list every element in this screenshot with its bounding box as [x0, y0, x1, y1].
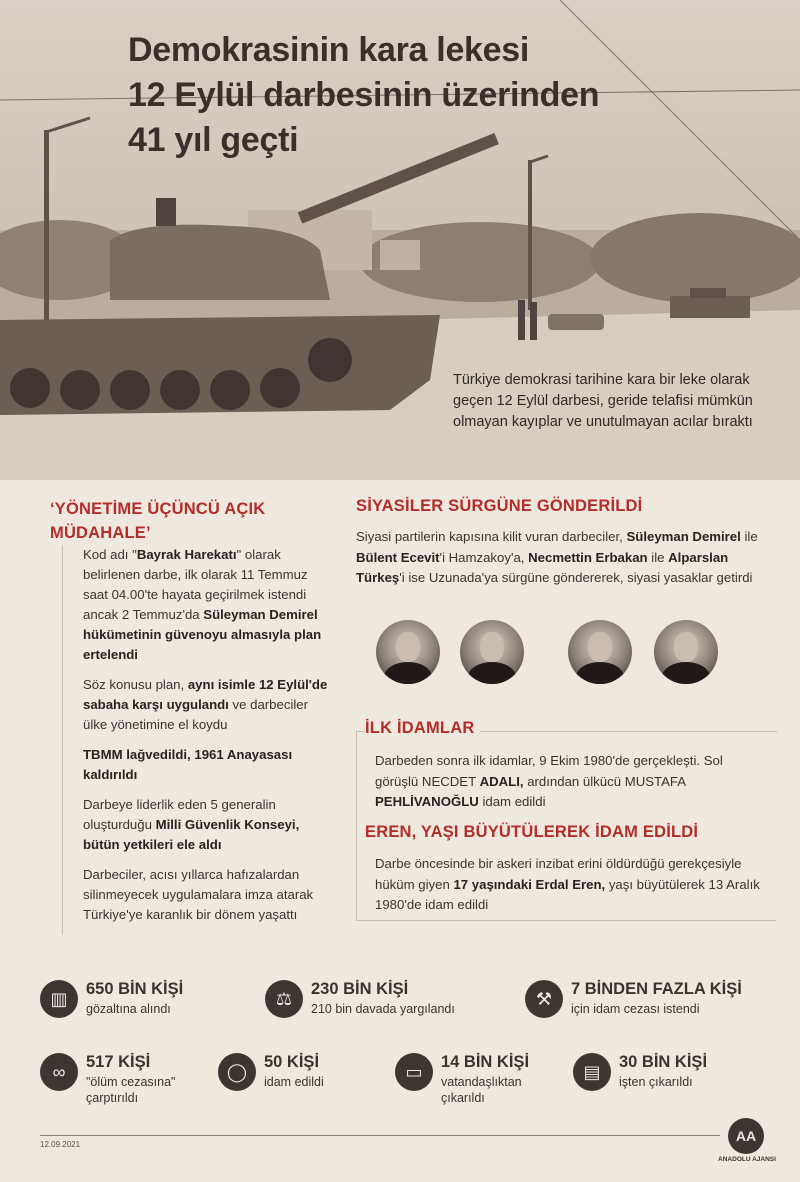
fired-icon: ▤ [573, 1053, 611, 1091]
noose-icon: ◯ [218, 1053, 256, 1091]
publish-date: 12.09.2021 [40, 1140, 81, 1149]
footer-divider [40, 1135, 720, 1136]
gavel-icon: ⚒ [525, 980, 563, 1018]
right-section-heading: SİYASİLER SÜRGÜNE GÖNDERİLDİ [356, 497, 643, 515]
left-paragraph-2: Söz konusu plan, aynı isimle 12 Eylül'de sabaha karşı uygulandı ve darbeciler ülke yönetimine el koydu [83, 677, 328, 732]
left-paragraph-1: Kod adı "Bayrak Harekatı" olarak belirlenen darbe, ilk olarak 11 Temmuz saat 04.00'te hayata geçirilmek istendi ancak 2 Temmuz'da Süleyman Demirel hükümetinin güvenoyu almasıyla plan ertelendi [83, 547, 322, 662]
left-paragraph-3: TBMM lağvedildi, 1961 Anayasası kaldırıldı [83, 747, 293, 782]
scales-icon: ⚖ [265, 980, 303, 1018]
left-section-body [62, 545, 334, 935]
left-paragraph-4: Darbeye liderlik eden 5 generalin oluşturduğu Milli Güvenlik Konseyi, bütün yetkileri ele aldı [83, 797, 300, 852]
agency-name: ANADOLU AJANSI [718, 1156, 776, 1163]
executions-box [356, 719, 776, 921]
right-section-body [356, 527, 776, 589]
title-line-3: 41 yıl geçti [128, 121, 299, 159]
first-executions-text: Darbeden sonra ilk idamlar, 9 Ekim 1980'de gerçekleşti. Sol görüşlü NECDET ADALI, ardından ülkücü MUSTAFA PEHLİVANOĞLU idam edildi [375, 753, 723, 809]
title-line-1: Demokrasinin kara lekesi [128, 31, 530, 69]
page-title [128, 28, 748, 163]
agency-logo-icon: AA [728, 1118, 764, 1154]
portrait-ecevit [460, 620, 524, 684]
eren-heading: EREN, YAŞI BÜYÜTÜLEREK İDAM EDİLDİ [365, 823, 699, 841]
portrait-erbakan [568, 620, 632, 684]
eren-text: Darbe öncesinde bir askeri inzibat erini öldürdüğü gerekçesiyle hüküm giyen 17 yaşındaki Erdal Eren, yaşı büyütülerek 13 Aralık 1980'de idam edildi [375, 856, 760, 912]
hero-photo [0, 0, 800, 480]
politician-portraits [372, 620, 722, 688]
jail-icon: ▥ [40, 980, 78, 1018]
first-executions-heading: İLK İDAMLAR [365, 719, 480, 738]
left-paragraph-5: Darbeciler, acısı yıllarca hafızalardan silinmeyecek uygulamalara imza atarak Türkiye'ye karanlık bir dönem yaşattı [83, 867, 314, 922]
portrait-demirel [376, 620, 440, 684]
id-card-icon: ▭ [395, 1053, 433, 1091]
left-section-heading: ‘YÖNETİME ÜÇÜNCÜ AÇIK MÜDAHALE’ [50, 500, 266, 542]
portrait-turkes [654, 620, 718, 684]
exile-paragraph: Siyasi partilerin kapısına kilit vuran darbeciler, Süleyman Demirel ile Bülent Ecevit'i Hamzakoy'a, Necmettin Erbakan ile Alparslan Türkeş'i ise Uzunada'ya sürgüne göndererek, siyasi yasaklar getirdi [356, 529, 758, 585]
handcuffs-icon: ∞ [40, 1053, 78, 1091]
lead-paragraph: Türkiye demokrasi tarihine kara bir leke olarak geçen 12 Eylül darbesi, geride telafisi mümkün olmayan kayıplar ve unutulmayan acılar bıraktı [453, 372, 753, 430]
title-line-2: 12 Eylül darbesinin üzerinden [128, 76, 600, 114]
